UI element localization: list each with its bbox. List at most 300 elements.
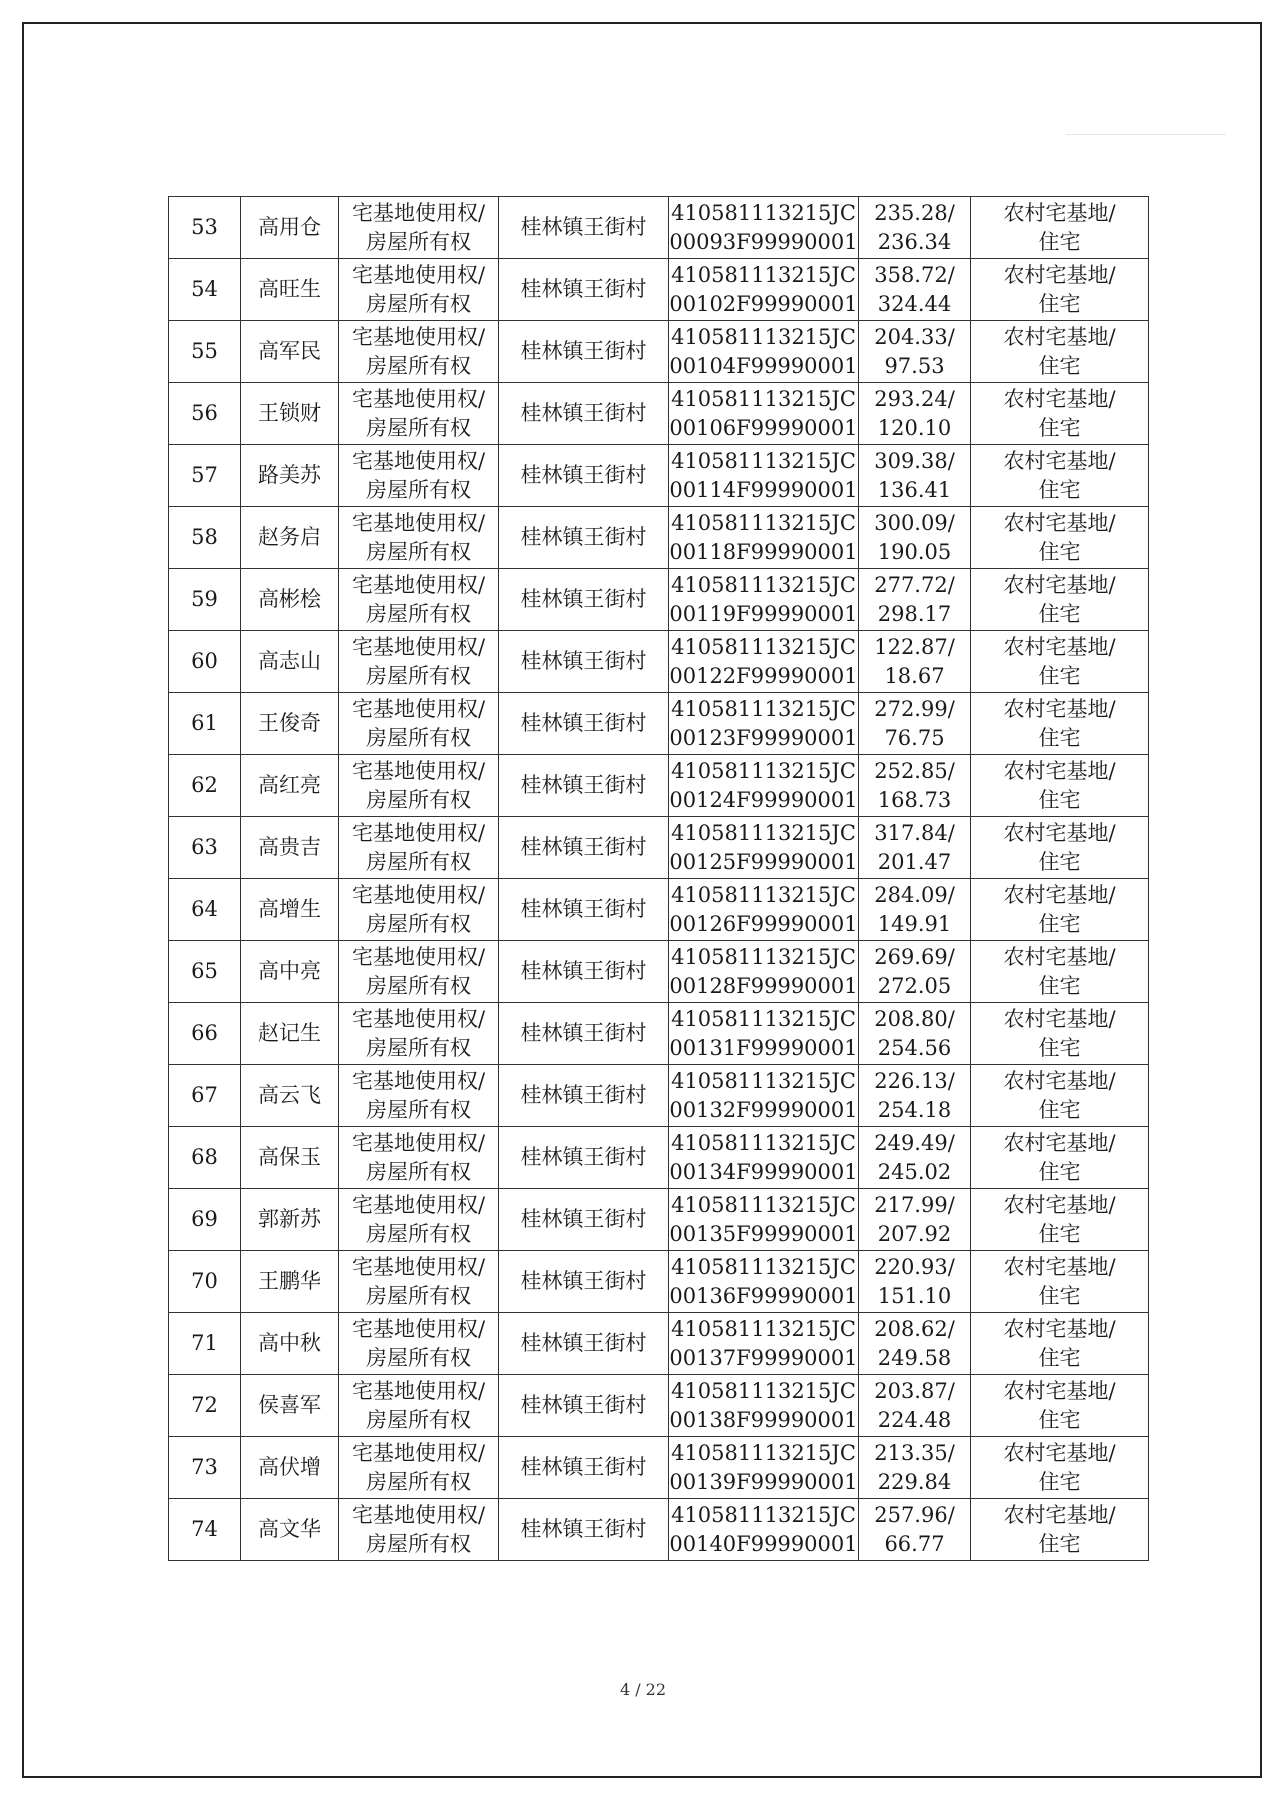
parcel-code-cell (669, 879, 859, 941)
location-cell-text: 桂林镇王街村 (520, 1455, 647, 1479)
right-type-cell-text: 房屋所有权 (366, 1035, 471, 1060)
area-cell-text: 18.67 (884, 663, 945, 688)
land-use-cell-text: 农村宅基地/ (1003, 696, 1116, 721)
right-type-cell-text: 宅基地使用权/ (351, 510, 486, 535)
parcel-code-cell (669, 1003, 859, 1065)
land-use-cell (971, 941, 1149, 1003)
land-use-cell (971, 197, 1149, 259)
right-type-cell-text: 宅基地使用权/ (351, 1440, 486, 1465)
parcel-code-cell-text: 410581113215JC (671, 696, 856, 721)
row-number-cell-text: 55 (191, 339, 218, 363)
land-use-cell (971, 445, 1149, 507)
right-type-cell-text: 宅基地使用权/ (351, 386, 486, 411)
table-row (169, 631, 1149, 693)
land-use-cell-text: 农村宅基地/ (1003, 1316, 1116, 1341)
parcel-code-cell-text: 00131F99990001 (669, 1035, 858, 1060)
row-number-cell-text: 58 (191, 525, 218, 549)
right-type-cell (339, 1127, 499, 1189)
land-use-cell (971, 1127, 1149, 1189)
right-type-cell-text: 房屋所有权 (366, 539, 471, 564)
area-cell (859, 693, 971, 755)
owner-name-cell-text: 高旺生 (258, 277, 321, 301)
row-number-cell (169, 941, 241, 1003)
table-row (169, 569, 1149, 631)
location-cell (499, 569, 669, 631)
owner-name-cell (241, 1003, 339, 1065)
right-type-cell-text: 宅基地使用权/ (351, 262, 486, 287)
owner-name-cell-text: 高文华 (258, 1517, 321, 1541)
row-number-cell-text: 71 (191, 1331, 218, 1355)
area-cell-text: 324.44 (877, 291, 952, 316)
right-type-cell-text: 房屋所有权 (366, 911, 471, 936)
land-use-cell-text: 住宅 (1038, 1097, 1081, 1122)
right-type-cell-text: 房屋所有权 (366, 415, 471, 440)
parcel-code-cell-text: 410581113215JC (671, 1502, 856, 1527)
area-cell-text: 254.18 (877, 1097, 952, 1122)
area-cell-text: 272.99/ (874, 696, 955, 721)
area-cell (859, 1499, 971, 1561)
right-type-cell (339, 321, 499, 383)
area-cell-text: 217.99/ (874, 1192, 955, 1217)
parcel-code-cell-text: 410581113215JC (671, 386, 856, 411)
right-type-cell (339, 1251, 499, 1313)
right-type-cell-text: 宅基地使用权/ (351, 1254, 486, 1279)
row-number-cell (169, 1499, 241, 1561)
right-type-cell (339, 941, 499, 1003)
right-type-cell-text: 宅基地使用权/ (351, 1068, 486, 1093)
row-number-cell-text: 63 (191, 835, 218, 859)
row-number-cell (169, 817, 241, 879)
parcel-code-cell (669, 631, 859, 693)
right-type-cell (339, 1499, 499, 1561)
right-type-cell-text: 房屋所有权 (366, 787, 471, 812)
owner-name-cell-text: 高军民 (258, 339, 321, 363)
right-type-cell-text: 宅基地使用权/ (351, 882, 486, 907)
land-use-cell-text: 农村宅基地/ (1003, 510, 1116, 535)
row-number-cell-text: 60 (191, 649, 218, 673)
land-use-cell-text: 农村宅基地/ (1003, 1192, 1116, 1217)
location-cell (499, 1127, 669, 1189)
right-type-cell-text: 宅基地使用权/ (351, 448, 486, 473)
parcel-code-cell-text: 410581113215JC (671, 1130, 856, 1155)
row-number-cell-text: 61 (191, 711, 218, 735)
location-cell (499, 693, 669, 755)
row-number-cell-text: 64 (191, 897, 218, 921)
right-type-cell-text: 房屋所有权 (366, 1469, 471, 1494)
parcel-code-cell-text: 00126F99990001 (669, 911, 858, 936)
owner-name-cell (241, 1437, 339, 1499)
location-cell-text: 桂林镇王街村 (520, 339, 647, 363)
owner-name-cell (241, 941, 339, 1003)
right-type-cell-text: 宅基地使用权/ (351, 820, 486, 845)
parcel-code-cell-text: 410581113215JC (671, 1440, 856, 1465)
parcel-code-cell-text: 00104F99990001 (669, 353, 858, 378)
land-use-cell-text: 住宅 (1038, 663, 1081, 688)
land-use-cell-text: 住宅 (1038, 1345, 1081, 1370)
area-cell-text: 284.09/ (874, 882, 955, 907)
land-use-cell-text: 住宅 (1038, 725, 1081, 750)
row-number-cell-text: 65 (191, 959, 218, 983)
owner-name-cell-text: 王锁财 (258, 401, 321, 425)
area-cell-text: 293.24/ (874, 386, 955, 411)
row-number-cell-text: 72 (191, 1393, 218, 1417)
area-cell-text: 300.09/ (874, 510, 955, 535)
location-cell (499, 1437, 669, 1499)
parcel-code-cell-text: 410581113215JC (671, 1192, 856, 1217)
area-cell-text: 168.73 (877, 787, 952, 812)
row-number-cell (169, 1127, 241, 1189)
table-row (169, 941, 1149, 1003)
land-use-cell-text: 住宅 (1038, 1221, 1081, 1246)
right-type-cell-text: 房屋所有权 (366, 973, 471, 998)
right-type-cell-text: 房屋所有权 (366, 353, 471, 378)
land-use-cell (971, 1065, 1149, 1127)
right-type-cell-text: 宅基地使用权/ (351, 696, 486, 721)
table-row (169, 321, 1149, 383)
parcel-code-cell-text: 410581113215JC (671, 758, 856, 783)
location-cell-text: 桂林镇王街村 (520, 1269, 647, 1293)
location-cell (499, 197, 669, 259)
right-type-cell-text: 宅基地使用权/ (351, 1378, 486, 1403)
right-type-cell (339, 383, 499, 445)
owner-name-cell (241, 693, 339, 755)
owner-name-cell-text: 王鹏华 (258, 1269, 321, 1293)
area-cell-text: 254.56 (877, 1035, 952, 1060)
owner-name-cell-text: 高云飞 (258, 1083, 321, 1107)
parcel-code-cell-text: 410581113215JC (671, 324, 856, 349)
right-type-cell-text: 宅基地使用权/ (351, 634, 486, 659)
land-use-cell-text: 农村宅基地/ (1003, 1440, 1116, 1465)
land-use-cell-text: 农村宅基地/ (1003, 1006, 1116, 1031)
land-use-cell-text: 住宅 (1038, 229, 1081, 254)
land-use-cell (971, 879, 1149, 941)
owner-name-cell (241, 1499, 339, 1561)
owner-name-cell-text: 赵记生 (258, 1021, 321, 1045)
area-cell (859, 383, 971, 445)
area-cell (859, 1375, 971, 1437)
location-cell-text: 桂林镇王街村 (520, 1207, 647, 1231)
table-row (169, 693, 1149, 755)
row-number-cell (169, 569, 241, 631)
location-cell-text: 桂林镇王街村 (520, 1021, 647, 1045)
owner-name-cell (241, 1313, 339, 1375)
area-cell-text: 257.96/ (874, 1502, 955, 1527)
land-use-cell (971, 693, 1149, 755)
row-number-cell (169, 507, 241, 569)
right-type-cell (339, 569, 499, 631)
parcel-code-cell-text: 00122F99990001 (669, 663, 858, 688)
row-number-cell-text: 59 (191, 587, 218, 611)
right-type-cell (339, 755, 499, 817)
land-use-cell-text: 农村宅基地/ (1003, 1378, 1116, 1403)
area-cell (859, 1313, 971, 1375)
land-use-cell-text: 农村宅基地/ (1003, 1068, 1116, 1093)
parcel-code-cell (669, 1499, 859, 1561)
land-use-cell (971, 259, 1149, 321)
parcel-code-cell (669, 941, 859, 1003)
row-number-cell (169, 445, 241, 507)
row-number-cell-text: 66 (191, 1021, 218, 1045)
owner-name-cell (241, 879, 339, 941)
row-number-cell-text: 69 (191, 1207, 218, 1231)
land-use-cell (971, 1251, 1149, 1313)
right-type-cell-text: 宅基地使用权/ (351, 944, 486, 969)
land-use-cell-text: 农村宅基地/ (1003, 944, 1116, 969)
land-use-cell (971, 1437, 1149, 1499)
area-cell-text: 235.28/ (874, 200, 955, 225)
location-cell-text: 桂林镇王街村 (520, 1083, 647, 1107)
parcel-code-cell (669, 1375, 859, 1437)
land-use-cell-text: 农村宅基地/ (1003, 1130, 1116, 1155)
property-rights-table (168, 196, 1149, 1561)
parcel-code-cell (669, 1127, 859, 1189)
location-cell (499, 631, 669, 693)
parcel-code-cell (669, 755, 859, 817)
parcel-code-cell-text: 410581113215JC (671, 1378, 856, 1403)
right-type-cell-text: 房屋所有权 (366, 1159, 471, 1184)
area-cell (859, 1065, 971, 1127)
area-cell-text: 252.85/ (874, 758, 955, 783)
land-use-cell-text: 农村宅基地/ (1003, 386, 1116, 411)
parcel-code-cell (669, 259, 859, 321)
area-cell (859, 1251, 971, 1313)
owner-name-cell-text: 高中秋 (258, 1331, 321, 1355)
owner-name-cell (241, 259, 339, 321)
location-cell (499, 1189, 669, 1251)
location-cell (499, 1003, 669, 1065)
location-cell-text: 桂林镇王街村 (520, 835, 647, 859)
location-cell-text: 桂林镇王街村 (520, 773, 647, 797)
parcel-code-cell (669, 1251, 859, 1313)
table-row (169, 1313, 1149, 1375)
right-type-cell-text: 房屋所有权 (366, 477, 471, 502)
location-cell-text: 桂林镇王街村 (520, 649, 647, 673)
area-cell (859, 445, 971, 507)
owner-name-cell-text: 路美苏 (258, 463, 321, 487)
area-cell-text: 245.02 (877, 1159, 952, 1184)
land-use-cell-text: 住宅 (1038, 1407, 1081, 1432)
land-use-cell (971, 1003, 1149, 1065)
table-row (169, 259, 1149, 321)
location-cell-text: 桂林镇王街村 (520, 959, 647, 983)
owner-name-cell (241, 383, 339, 445)
parcel-code-cell-text: 410581113215JC (671, 200, 856, 225)
area-cell-text: 317.84/ (874, 820, 955, 845)
owner-name-cell-text: 高用仓 (258, 215, 321, 239)
area-cell-text: 224.48 (877, 1407, 952, 1432)
row-number-cell-text: 62 (191, 773, 218, 797)
right-type-cell (339, 507, 499, 569)
area-cell (859, 631, 971, 693)
land-use-cell-text: 住宅 (1038, 477, 1081, 502)
location-cell (499, 321, 669, 383)
parcel-code-cell-text: 410581113215JC (671, 510, 856, 535)
parcel-code-cell-text: 00119F99990001 (669, 601, 858, 626)
owner-name-cell-text: 侯喜军 (258, 1393, 321, 1417)
location-cell-text: 桂林镇王街村 (520, 1331, 647, 1355)
parcel-code-cell-text: 00140F99990001 (669, 1531, 858, 1556)
land-use-cell-text: 农村宅基地/ (1003, 882, 1116, 907)
location-cell (499, 941, 669, 1003)
area-cell-text: 269.69/ (874, 944, 955, 969)
right-type-cell-text: 宅基地使用权/ (351, 1192, 486, 1217)
area-cell (859, 755, 971, 817)
land-use-cell-text: 住宅 (1038, 539, 1081, 564)
right-type-cell-text: 宅基地使用权/ (351, 200, 486, 225)
table-row (169, 197, 1149, 259)
location-cell-text: 桂林镇王街村 (520, 587, 647, 611)
right-type-cell (339, 817, 499, 879)
location-cell (499, 1313, 669, 1375)
land-use-cell-text: 农村宅基地/ (1003, 634, 1116, 659)
parcel-code-cell-text: 00128F99990001 (669, 973, 858, 998)
owner-name-cell (241, 1189, 339, 1251)
parcel-code-cell (669, 569, 859, 631)
right-type-cell (339, 1313, 499, 1375)
owner-name-cell-text: 高中亮 (258, 959, 321, 983)
row-number-cell (169, 879, 241, 941)
area-cell (859, 259, 971, 321)
parcel-code-cell (669, 383, 859, 445)
land-use-cell (971, 383, 1149, 445)
area-cell-text: 309.38/ (874, 448, 955, 473)
parcel-code-cell-text: 410581113215JC (671, 1006, 856, 1031)
parcel-code-cell-text: 410581113215JC (671, 448, 856, 473)
parcel-code-cell-text: 410581113215JC (671, 1068, 856, 1093)
table-row (169, 1251, 1149, 1313)
page-number: 4 / 22 (619, 1680, 667, 1699)
area-cell-text: 249.49/ (874, 1130, 955, 1155)
right-type-cell-text: 宅基地使用权/ (351, 324, 486, 349)
parcel-code-cell-text: 410581113215JC (671, 882, 856, 907)
row-number-cell (169, 755, 241, 817)
table-row (169, 383, 1149, 445)
land-use-cell-text: 住宅 (1038, 291, 1081, 316)
land-use-cell-text: 住宅 (1038, 849, 1081, 874)
area-cell-text: 226.13/ (874, 1068, 955, 1093)
land-use-cell (971, 1499, 1149, 1561)
land-use-cell-text: 住宅 (1038, 601, 1081, 626)
location-cell-text: 桂林镇王街村 (520, 897, 647, 921)
location-cell-text: 桂林镇王街村 (520, 525, 647, 549)
land-use-cell-text: 农村宅基地/ (1003, 324, 1116, 349)
parcel-code-cell-text: 410581113215JC (671, 820, 856, 845)
location-cell (499, 507, 669, 569)
right-type-cell-text: 房屋所有权 (366, 663, 471, 688)
row-number-cell-text: 73 (191, 1455, 218, 1479)
land-use-cell (971, 1313, 1149, 1375)
parcel-code-cell (669, 197, 859, 259)
row-number-cell (169, 631, 241, 693)
row-number-cell (169, 197, 241, 259)
right-type-cell-text: 房屋所有权 (366, 1407, 471, 1432)
row-number-cell (169, 1313, 241, 1375)
area-cell (859, 569, 971, 631)
row-number-cell-text: 54 (191, 277, 218, 301)
area-cell-text: 136.41 (877, 477, 952, 502)
right-type-cell-text: 宅基地使用权/ (351, 1316, 486, 1341)
table-row (169, 817, 1149, 879)
land-use-cell-text: 住宅 (1038, 1159, 1081, 1184)
parcel-code-cell-text: 00102F99990001 (669, 291, 858, 316)
right-type-cell (339, 259, 499, 321)
row-number-cell (169, 321, 241, 383)
owner-name-cell (241, 1127, 339, 1189)
parcel-code-cell-text: 00138F99990001 (669, 1407, 858, 1432)
parcel-code-cell (669, 1313, 859, 1375)
area-cell (859, 1189, 971, 1251)
parcel-code-cell-text: 410581113215JC (671, 1316, 856, 1341)
right-type-cell-text: 宅基地使用权/ (351, 1130, 486, 1155)
right-type-cell (339, 1065, 499, 1127)
area-cell-text: 190.05 (877, 539, 952, 564)
right-type-cell (339, 1437, 499, 1499)
land-use-cell-text: 农村宅基地/ (1003, 572, 1116, 597)
area-cell-text: 272.05 (877, 973, 952, 998)
parcel-code-cell (669, 1189, 859, 1251)
location-cell (499, 383, 669, 445)
right-type-cell (339, 197, 499, 259)
parcel-code-cell (669, 817, 859, 879)
parcel-code-cell-text: 00123F99990001 (669, 725, 858, 750)
land-use-cell-text: 农村宅基地/ (1003, 262, 1116, 287)
owner-name-cell (241, 507, 339, 569)
land-use-cell (971, 817, 1149, 879)
location-cell-text: 桂林镇王街村 (520, 401, 647, 425)
right-type-cell-text: 房屋所有权 (366, 601, 471, 626)
area-cell-text: 122.87/ (874, 634, 955, 659)
area-cell (859, 1127, 971, 1189)
land-use-cell (971, 321, 1149, 383)
owner-name-cell-text: 高彬桧 (258, 587, 321, 611)
area-cell-text: 201.47 (877, 849, 952, 874)
area-cell (859, 197, 971, 259)
land-use-cell-text: 住宅 (1038, 1531, 1081, 1556)
owner-name-cell (241, 197, 339, 259)
location-cell (499, 1065, 669, 1127)
area-cell (859, 941, 971, 1003)
parcel-code-cell-text: 00134F99990001 (669, 1159, 858, 1184)
land-use-cell (971, 755, 1149, 817)
area-cell-text: 213.35/ (874, 1440, 955, 1465)
land-use-cell (971, 507, 1149, 569)
area-cell-text: 249.58 (877, 1345, 952, 1370)
area-cell-text: 97.53 (884, 353, 945, 378)
area-cell-text: 358.72/ (874, 262, 955, 287)
row-number-cell (169, 1189, 241, 1251)
location-cell-text: 桂林镇王街村 (520, 1145, 647, 1169)
area-cell (859, 321, 971, 383)
land-use-cell (971, 569, 1149, 631)
land-use-cell-text: 住宅 (1038, 415, 1081, 440)
area-cell-text: 208.62/ (874, 1316, 955, 1341)
parcel-code-cell (669, 445, 859, 507)
area-cell (859, 817, 971, 879)
scan-artifact (1066, 134, 1226, 135)
land-use-cell-text: 农村宅基地/ (1003, 1254, 1116, 1279)
right-type-cell-text: 房屋所有权 (366, 291, 471, 316)
row-number-cell-text: 70 (191, 1269, 218, 1293)
owner-name-cell-text: 高保玉 (258, 1145, 321, 1169)
land-use-cell-text: 住宅 (1038, 1283, 1081, 1308)
table-row (169, 1499, 1149, 1561)
row-number-cell (169, 693, 241, 755)
area-cell-text: 277.72/ (874, 572, 955, 597)
area-cell-text: 204.33/ (874, 324, 955, 349)
owner-name-cell (241, 321, 339, 383)
location-cell-text: 桂林镇王街村 (520, 711, 647, 735)
area-cell-text: 298.17 (877, 601, 952, 626)
